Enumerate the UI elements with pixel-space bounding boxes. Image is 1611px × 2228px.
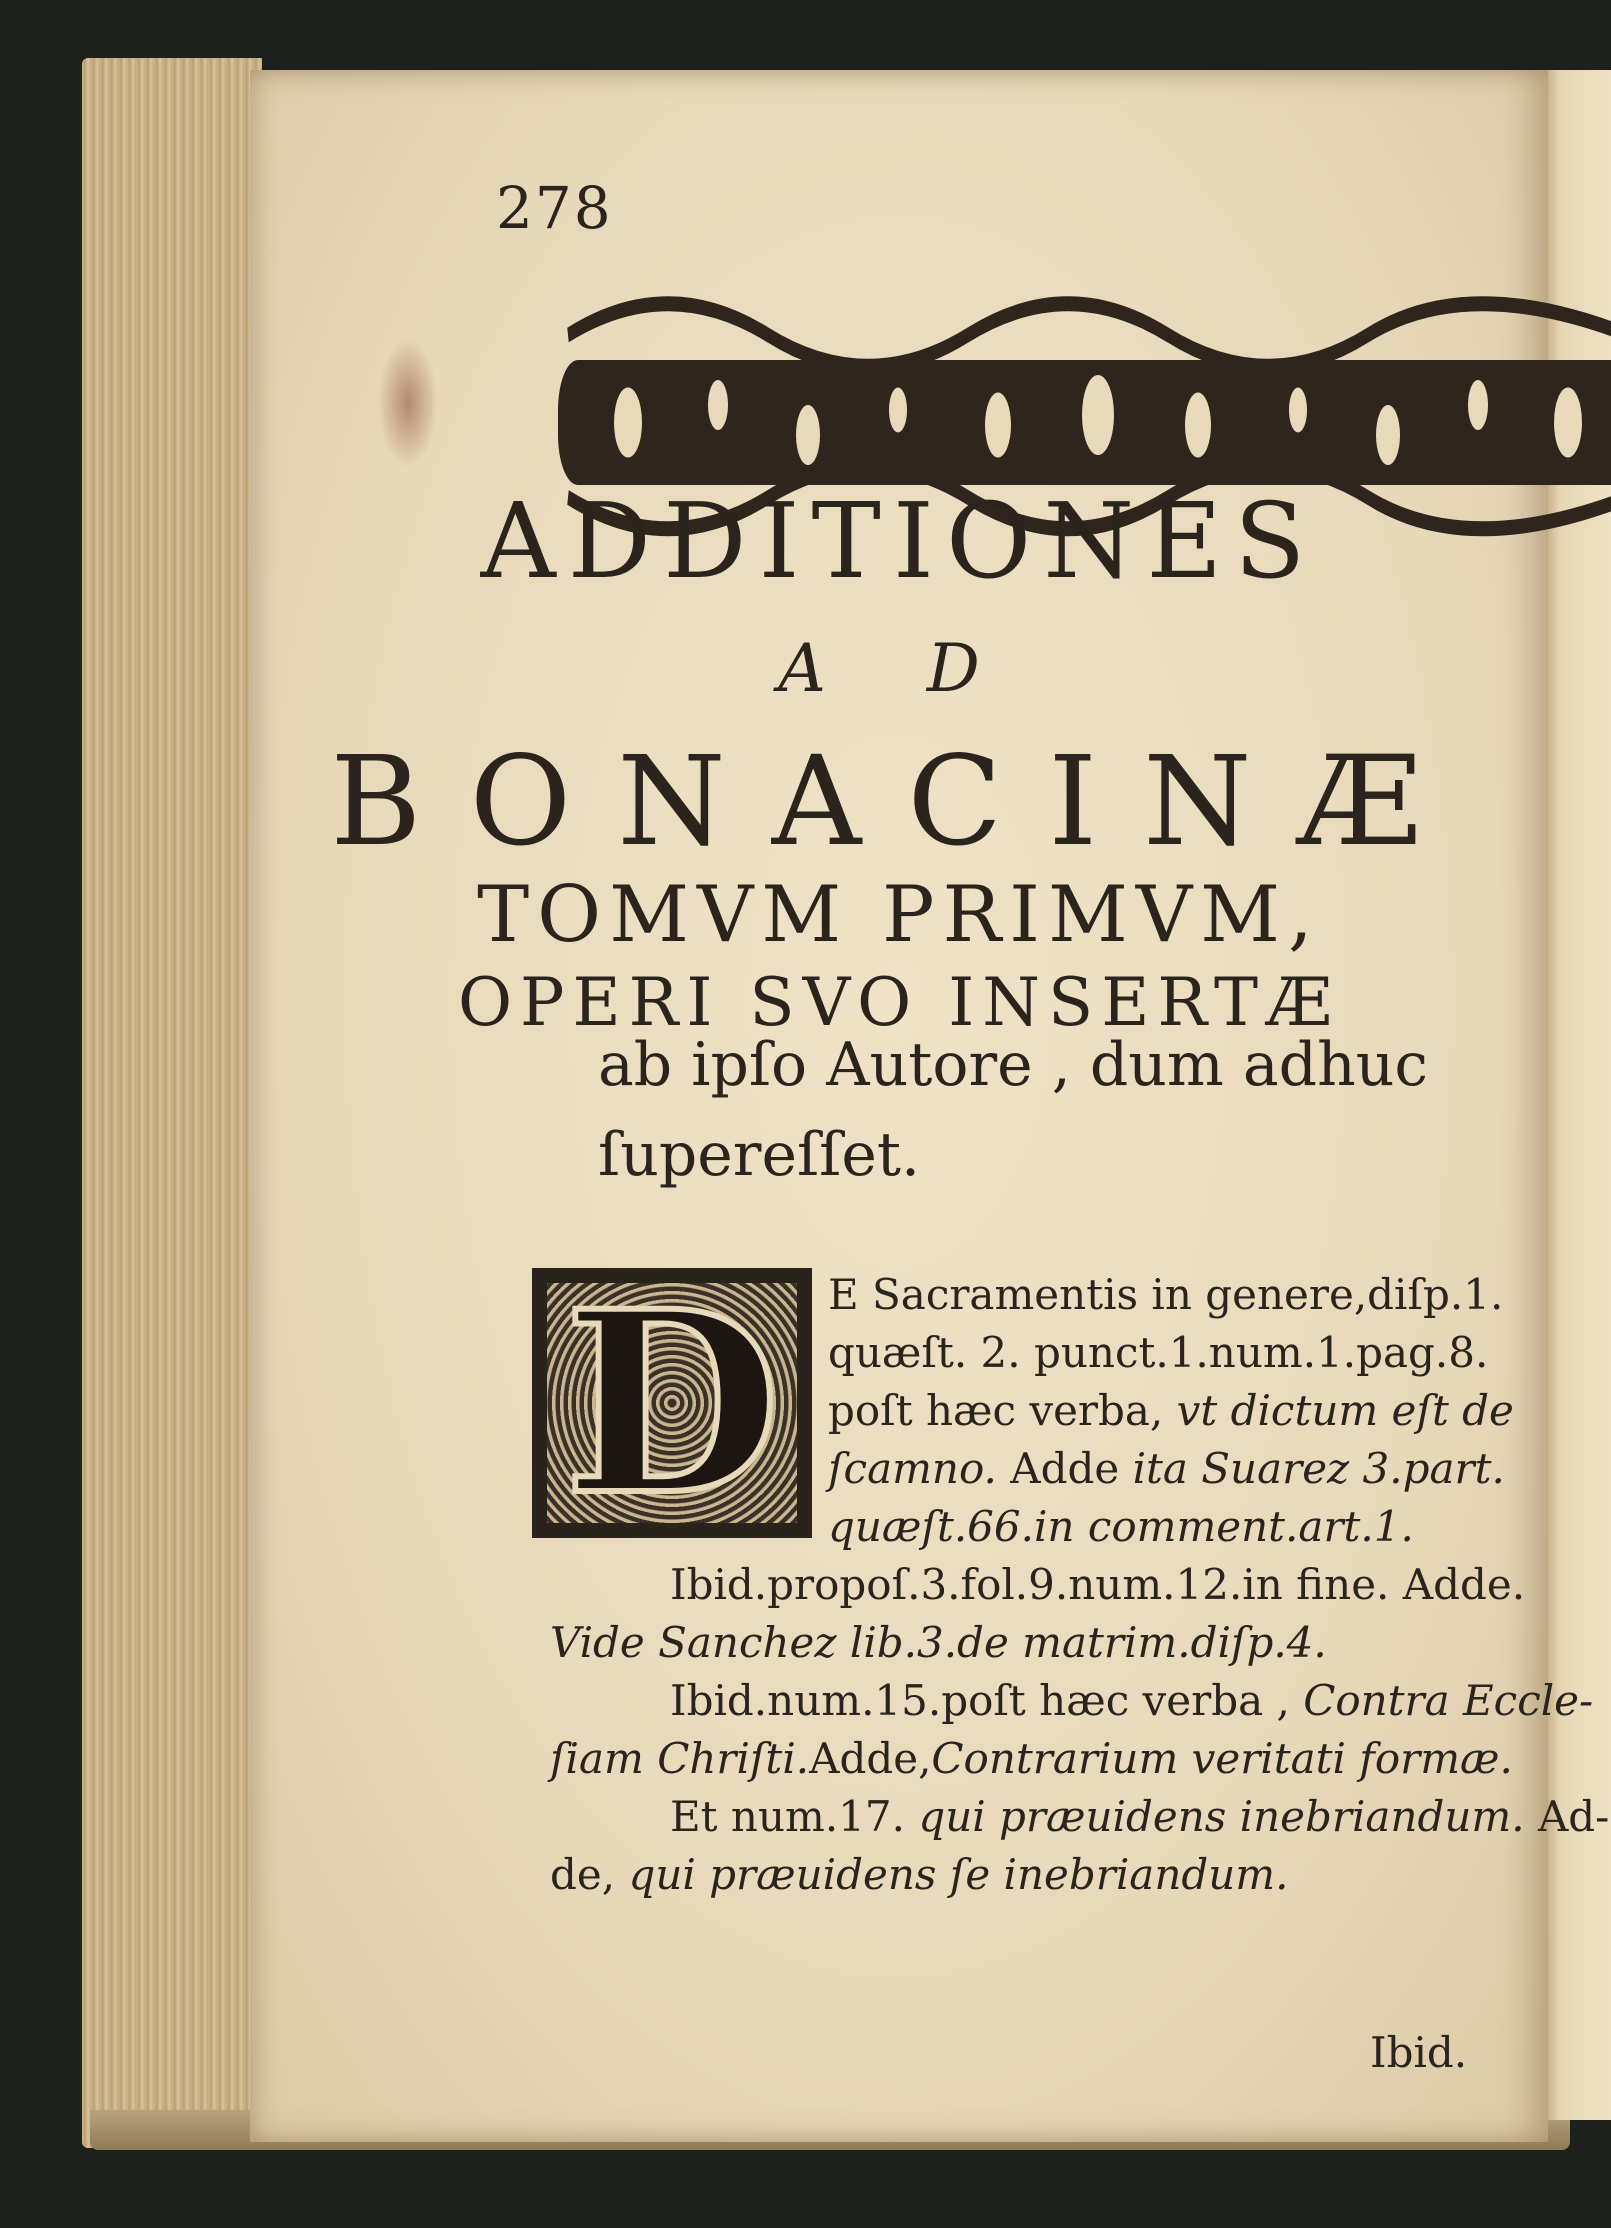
italic-text: Contra Eccle- bbox=[1303, 1676, 1594, 1725]
body-line bbox=[670, 1792, 1609, 1841]
italic-text: qui præuidens ſe inebriandum. bbox=[628, 1850, 1289, 1899]
title-line-7: ſupereſſet. bbox=[598, 1120, 921, 1190]
roman-text: Adde, bbox=[809, 1734, 932, 1783]
catchword: Ibid. bbox=[1370, 2028, 1468, 2077]
body-line bbox=[670, 1560, 1525, 1609]
roman-text: Adde bbox=[996, 1444, 1133, 1493]
italic-text: Vide Sanchez lib.3.de matrim.diſp.4. bbox=[550, 1618, 1327, 1667]
roman-text: quæſt. 2. punct.1.num.1.pag.8. bbox=[828, 1328, 1489, 1377]
drop-cap-letter: D bbox=[563, 1256, 781, 1550]
book-page-edges bbox=[82, 58, 262, 2148]
body-line bbox=[828, 1444, 1505, 1493]
italic-text: Contrarium veritati formæ. bbox=[931, 1734, 1513, 1783]
roman-text: poſt hæc verba, bbox=[828, 1386, 1177, 1435]
title-line-3: BONACINÆ bbox=[330, 730, 1468, 874]
italic-text: quæſt.66.in comment.art.1. bbox=[828, 1502, 1414, 1551]
body-line bbox=[550, 1618, 1327, 1667]
book-page bbox=[250, 70, 1610, 2142]
roman-text: Ibid.num.15.poſt hæc verba , bbox=[670, 1676, 1304, 1725]
title-line-2: A D bbox=[778, 630, 1020, 707]
title-line-4: TOMVM PRIMVM, bbox=[477, 870, 1321, 960]
body-line bbox=[828, 1328, 1488, 1377]
page-number: 278 bbox=[496, 174, 613, 242]
body-line bbox=[550, 1850, 1288, 1899]
roman-text: de, bbox=[550, 1850, 629, 1899]
italic-text: ita Suarez 3.part. bbox=[1132, 1444, 1505, 1493]
body-line bbox=[828, 1386, 1514, 1435]
italic-text: qui præuidens inebriandum. bbox=[918, 1792, 1525, 1841]
roman-text: Et num.17. bbox=[670, 1792, 919, 1841]
roman-text: E Sacramentis in genere,diſp.1. bbox=[828, 1270, 1504, 1319]
ink-stain bbox=[378, 338, 438, 468]
roman-text: Ibid.propoſ.3.fol.9.num.12.in fine. Adde. bbox=[670, 1560, 1526, 1609]
italic-text: ſiam Chriſti. bbox=[550, 1734, 810, 1783]
title-line-5: OPERI SVO INSERTÆ bbox=[457, 964, 1341, 1041]
italic-text: ſcamno. bbox=[828, 1444, 997, 1493]
roman-text: Ad- bbox=[1524, 1792, 1610, 1841]
body-line bbox=[828, 1270, 1503, 1319]
decorated-drop-cap bbox=[532, 1256, 812, 1550]
body-line bbox=[550, 1734, 1513, 1783]
body-line bbox=[670, 1676, 1593, 1725]
title-line-1: ADDITIONES bbox=[480, 480, 1318, 602]
body-line bbox=[828, 1502, 1414, 1551]
italic-text: vt dictum eſt de bbox=[1176, 1386, 1514, 1435]
title-line-6: ab ipſo Autore , dum adhuc bbox=[598, 1030, 1428, 1100]
